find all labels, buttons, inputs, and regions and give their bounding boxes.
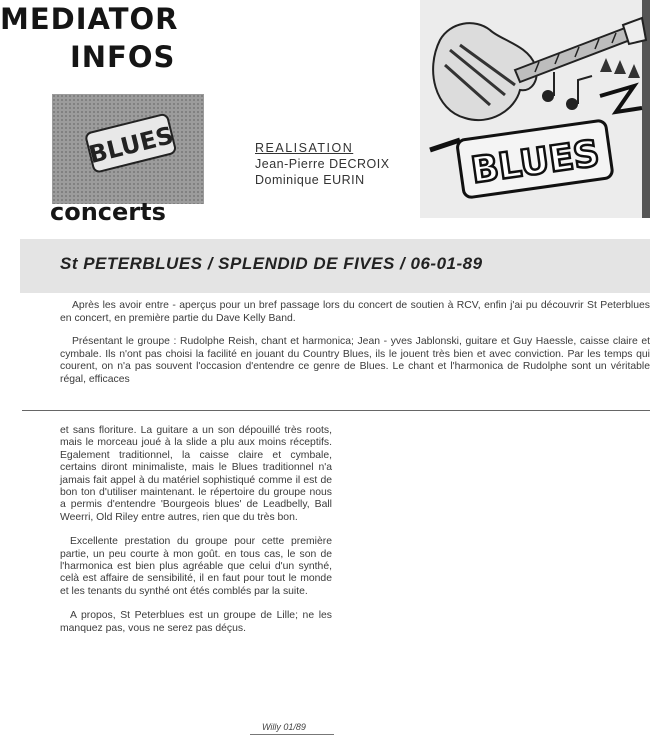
credits-name: Jean-Pierre DECROIX	[255, 157, 390, 171]
guitar-illustration	[420, 0, 650, 218]
artwork-blues-text: BLUES	[468, 133, 603, 192]
guitar-blues-artwork	[420, 0, 650, 218]
credits-heading: REALISATION	[255, 141, 354, 155]
article-paragraph: et sans floriture. La guitare a un son dépouillé très roots, mais le morceau joué à la slide a plu aux moins réceptifs. Egalement traditionnel, la caisse claire et cymbale, certains diront minimaliste, mais le Blues traditionnel n'a jamais fait appel à du matériel sophistiqué comme il est de bon ton d'utiliser maintenant. le répertoire du groupe nous a permis d'entendre 'Bourgeois blues' de Leadbelly, Ball Weerri, Old Riley entre autres, rien que du très bon.	[60, 425, 332, 523]
blues-logo-art	[52, 94, 204, 204]
article-title: St PETERBLUES / SPLENDID DE FIVES / 06-01-89	[60, 254, 483, 273]
article-paragraph: Présentant le groupe : Rudolphe Reish, chant et harmonica; Jean - yves Jablonski, guitare et Guy Haessle, caisse claire et cymbale. Ils n'ont pas choisi la facilité en jouant du Country Blues, ils le jouent très bien et avec conviction. Par les temps qui courent, on n'a pas souvent l'occasion d'entendre ce genre de Blues. Le chant et l'harmonica de Rudolphe sont un véritable régal, efficaces	[60, 336, 650, 385]
article-paragraph: Excellente prestation du groupe pour cette première partie, un peu courte à mon goût. en tous cas, le son de l'harmonica est bien plus agréable que celui d'un synthé, celà est affaire de sensibilité, il en faut pour tout le monde et les tenants du synthé ont étés comblés par la suite.	[60, 536, 332, 597]
article-signature: Willy 01/89	[262, 722, 306, 732]
credits-block	[255, 140, 390, 188]
blues-logo-image	[52, 94, 204, 204]
article-lead	[60, 300, 650, 387]
section-divider	[22, 410, 650, 411]
signature-underline	[250, 734, 334, 735]
article-column	[60, 425, 332, 647]
blues-logo-text: BLUES	[86, 121, 177, 170]
masthead-title-line1: MEDIATOR	[0, 2, 179, 36]
masthead-title-line2: INFOS	[70, 40, 176, 74]
concerts-logo-text: concerts	[50, 198, 166, 226]
article-paragraph: Après les avoir entre - aperçus pour un bref passage lors du concert de soutien à RCV, enfin j'ai pu découvrir St Peterblues en concert, en première partie du Dave Kelly Band.	[60, 300, 650, 324]
credits-name: Dominique EURIN	[255, 173, 365, 187]
article-paragraph: A propos, St Peterblues est un groupe de Lille; ne les manquez pas, vous ne serez pas déçus.	[60, 610, 332, 634]
